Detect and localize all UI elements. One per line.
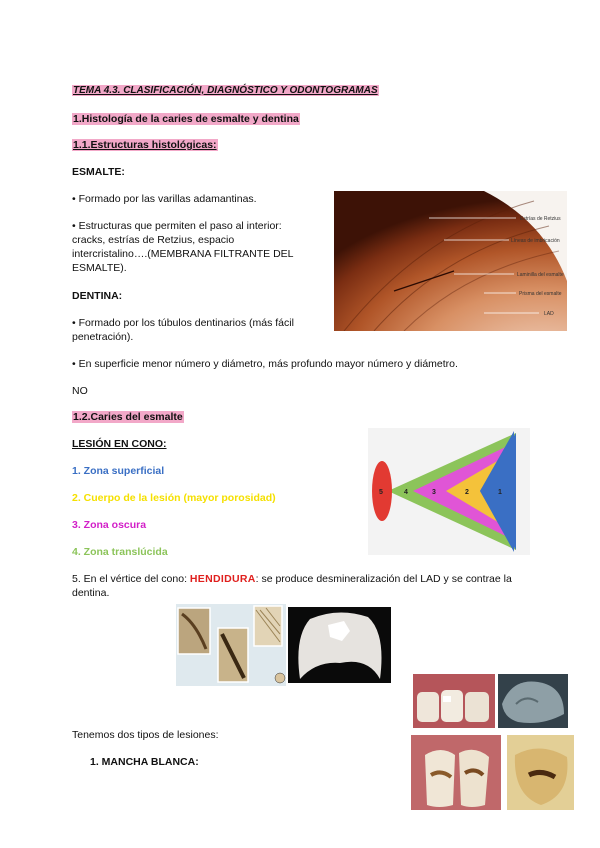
histology-label-5: LAD [544, 311, 554, 317]
dentina-label: DENTINA: [72, 290, 123, 302]
histology-label-4: Prisma del esmalte [519, 291, 562, 297]
section-1-2-heading [72, 410, 184, 424]
tipos-lesiones-text: Tenemos dos tipos de lesiones: [72, 729, 219, 741]
no-text: NO [72, 385, 88, 397]
zone-1: 1. Zona superficial [72, 465, 165, 477]
cone-number-1: 1 [498, 489, 502, 496]
dentina-bullet-2: • En superficie menor número y diámetro, más profundo mayor número y diámetro. [72, 358, 458, 370]
section-1-2-heading-text: 1.2.Caries del esmalte [73, 411, 183, 423]
section-1-heading [72, 112, 300, 126]
lesion-cone-diagram [368, 428, 530, 555]
esmalte-label: ESMALTE: [72, 166, 125, 178]
hendidura-highlight: HENDIDURA [189, 573, 256, 585]
caries-lesion-photo [507, 735, 574, 810]
lesion-cono-label: LESIÓN EN CONO: [72, 438, 167, 450]
zone-3: 3. Zona oscura [72, 519, 147, 531]
page-title [72, 84, 379, 98]
section-1-1-heading [72, 138, 218, 152]
page-title-text: TEMA 4.3. CLASIFICACIÓN, DIAGNÓSTICO Y ODONTOGRAMAS [73, 85, 378, 96]
esmalte-bullet-2: • Estructuras que permiten el paso al interior: cracks, estrías de Retzius, espacio intercristalino….(MEMBRANA FILTRANTE DEL ESMALTE). [72, 220, 294, 274]
molar-white-spot-photo [288, 607, 391, 683]
zone-2: 2. Cuerpo de la lesión (mayor porosidad) [72, 492, 276, 504]
molar-dark-photo [498, 674, 568, 728]
tooth-sections-photo [176, 604, 286, 686]
cone-number-4: 4 [404, 489, 408, 496]
histology-label-3: Laminilla del esmalte [517, 272, 564, 278]
histology-label-1: Estrías de Retzius [520, 216, 561, 222]
item-5-paragraph [72, 572, 532, 600]
histology-label-2: Líneas de imbricación [511, 238, 560, 244]
esmalte-bullet-1: • Formado por las varillas adamantinas. [72, 193, 257, 205]
dentina-bullet-1: • Formado por los túbulos dentinarios (más fácil penetración). [72, 317, 294, 343]
cone-number-3: 3 [432, 489, 436, 496]
caries-incisor-photo [411, 735, 501, 810]
item-5-suffix: : se produce desmineralización del LAD y se contrae la dentina. [72, 573, 512, 599]
cone-number-2: 2 [465, 489, 469, 496]
item-5-prefix: 5. En el vértice del cono: [72, 573, 190, 585]
cone-number-5: 5 [379, 489, 383, 496]
section-1-heading-text: 1.Histología de la caries de esmalte y dentina [73, 113, 299, 125]
zone-4: 4. Zona translúcida [72, 546, 168, 558]
enamel-histology-image [334, 191, 567, 331]
incisors-clinical-photo [413, 674, 495, 728]
section-1-1-heading-text: 1.1.Estructuras histológicas: [73, 139, 217, 151]
mancha-blanca-heading: 1. MANCHA BLANCA: [90, 756, 199, 768]
